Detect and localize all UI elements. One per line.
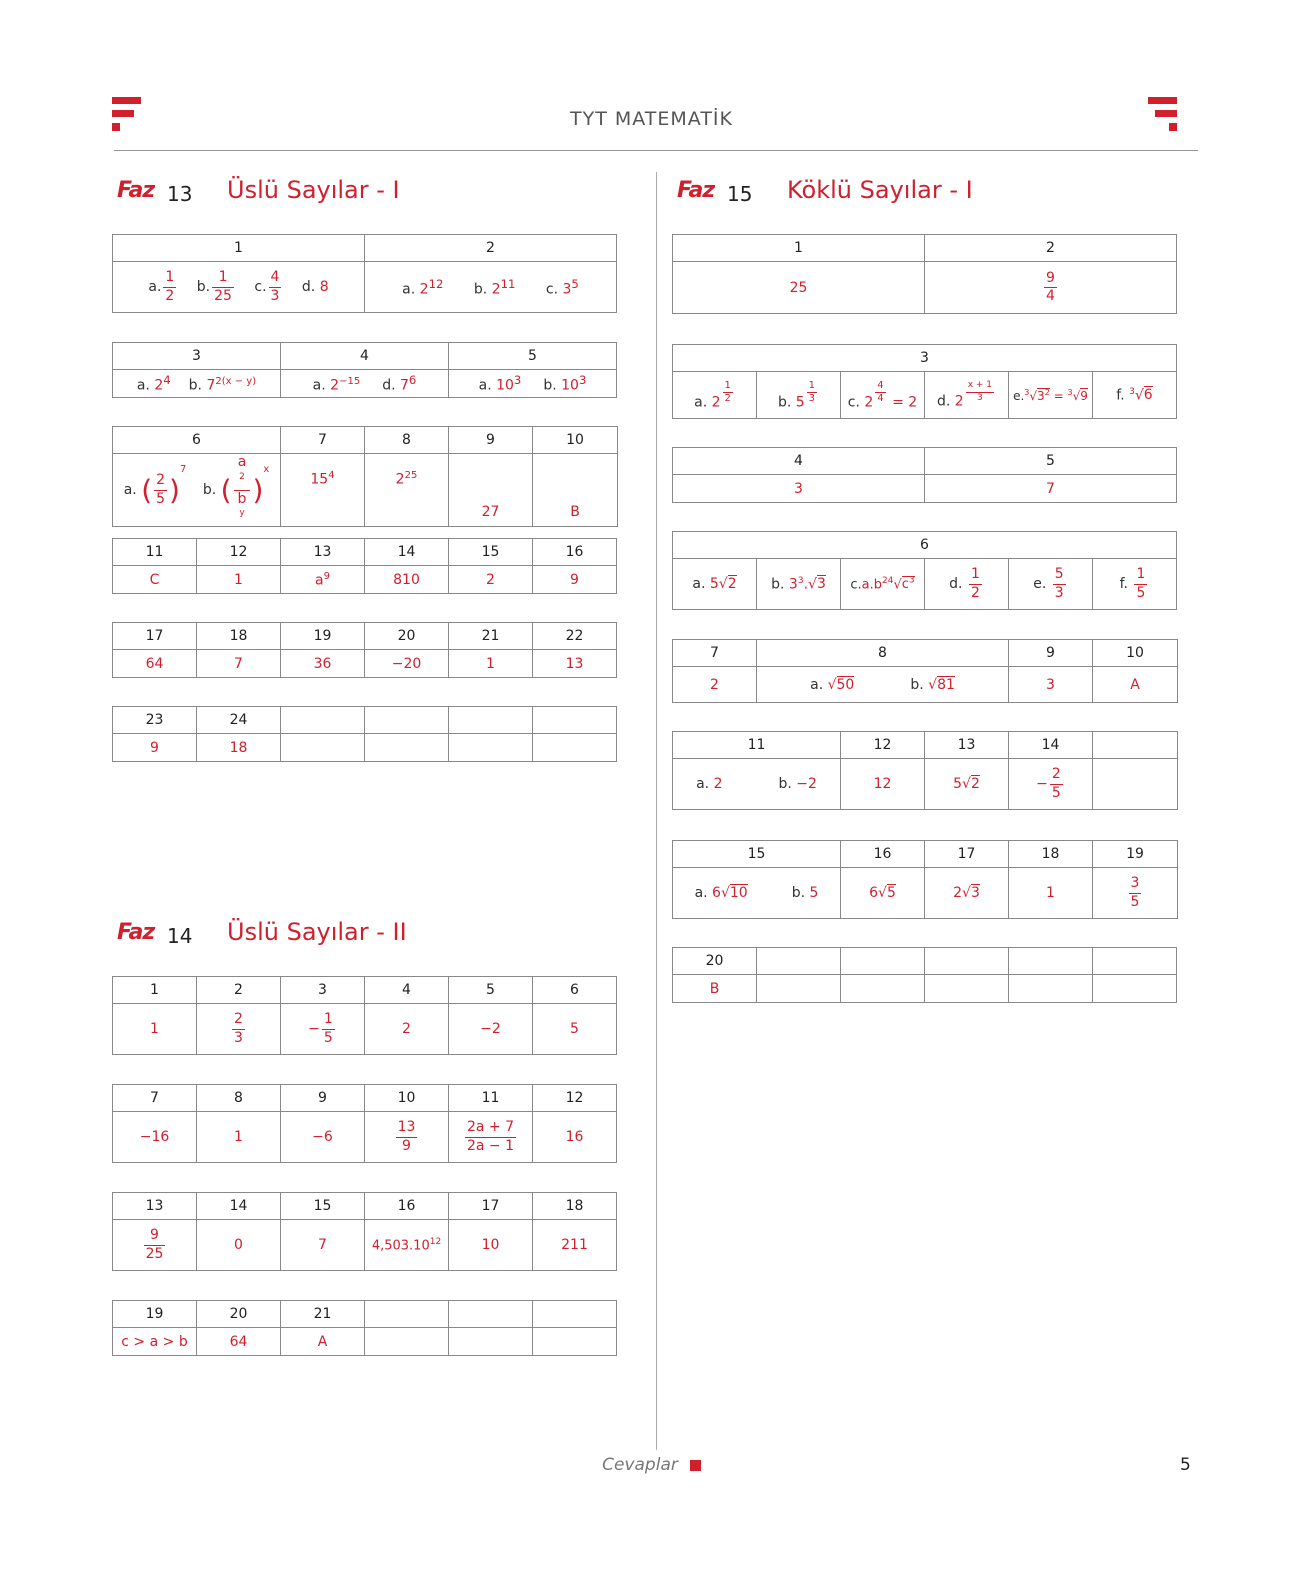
answers-14-table-1: [112, 976, 617, 1055]
header-divider: [114, 150, 1198, 151]
question-number: 6: [673, 532, 1177, 559]
answer-cell: $2^{25}$: [365, 454, 449, 527]
answer-cell: [365, 1328, 449, 1356]
question-number: 2: [365, 235, 617, 262]
answer-cell: −6: [281, 1112, 365, 1163]
answer-cell: 3: [1009, 667, 1093, 703]
answer-cell: $\frac{9}{4}$: [925, 262, 1177, 314]
answer-cell: 0: [197, 1220, 281, 1271]
section-name: Üslü Sayılar - II: [227, 918, 407, 946]
answer-cell: 64: [113, 650, 197, 678]
question-number: 19: [281, 623, 365, 650]
question-number: 18: [533, 1193, 617, 1220]
answer-cell: 18: [197, 734, 281, 762]
faz-label: Faz: [117, 920, 155, 945]
question-number: [925, 948, 1009, 975]
answer-cell: d. $\frac{1}{2}$: [925, 559, 1009, 610]
answer-cell: a. $\frac{1}{2}$ b. $\frac{1}{25}$ c. $\frac{4}{3}$ d. 8: [113, 262, 365, 313]
question-number: 5: [925, 448, 1177, 475]
answer-cell: − $\frac{1}{5}$: [281, 1004, 365, 1055]
answer-cell: 2√3: [925, 868, 1009, 919]
answer-cell: a. $2^4$ b. $7^{2(x - y)}$: [113, 370, 281, 398]
question-number: 18: [1009, 841, 1093, 868]
answer-cell: A: [1093, 667, 1178, 703]
question-number: 21: [281, 1301, 365, 1328]
question-number: [533, 707, 617, 734]
faz-label: Faz: [117, 178, 155, 203]
section-13-heading: [117, 176, 517, 208]
question-number: [841, 948, 925, 975]
question-number: 15: [449, 539, 533, 566]
question-number: 2: [197, 977, 281, 1004]
answer-cell: 4,503.10$^{12}$: [365, 1220, 449, 1271]
question-number: 7: [113, 1085, 197, 1112]
question-number: 20: [197, 1301, 281, 1328]
answer-cell: a. 2 b. −2: [673, 759, 841, 810]
answer-cell: $c.a.b^{24}√c^3$: [841, 559, 925, 610]
answer-cell: a. 5√2: [673, 559, 757, 610]
answer-cell: 9: [533, 566, 617, 594]
question-number: 9: [449, 427, 533, 454]
answers-13-table-4: [112, 538, 617, 594]
answer-cell: 27: [449, 454, 533, 527]
answer-cell: 2: [365, 1004, 449, 1055]
question-number: 4: [673, 448, 925, 475]
question-number: 3: [281, 977, 365, 1004]
question-number: 22: [533, 623, 617, 650]
answer-cell: $a^9$: [281, 566, 365, 594]
section-14-heading: [117, 918, 517, 950]
answer-cell: 6√5: [841, 868, 925, 919]
question-number: 12: [533, 1085, 617, 1112]
question-number: 20: [365, 623, 449, 650]
question-number: 8: [365, 427, 449, 454]
answer-cell: 2: [449, 566, 533, 594]
question-number: 7: [673, 640, 757, 667]
question-number: 16: [365, 1193, 449, 1220]
question-number: 24: [197, 707, 281, 734]
answer-cell: [449, 1328, 533, 1356]
answer-cell: c > a > b: [113, 1328, 197, 1356]
answers-13-table-3: [112, 426, 618, 527]
question-number: 21: [449, 623, 533, 650]
answer-cell: 1: [449, 650, 533, 678]
question-number: 2: [925, 235, 1177, 262]
answer-cell: $\frac{9}{25}$: [113, 1220, 197, 1271]
answer-cell: −20: [365, 650, 449, 678]
question-number: 5: [449, 343, 617, 370]
answer-cell: 64: [197, 1328, 281, 1356]
answer-cell: f. $\frac{1}{5}$: [1093, 559, 1177, 610]
question-number: 17: [113, 623, 197, 650]
answer-cell: 36: [281, 650, 365, 678]
question-number: [365, 707, 449, 734]
question-number: [449, 1301, 533, 1328]
answer-cell: $15^4$: [281, 454, 365, 527]
answer-cell: [757, 975, 841, 1003]
question-number: 16: [841, 841, 925, 868]
question-number: 16: [533, 539, 617, 566]
section-number: 13: [167, 182, 193, 206]
question-number: 3: [113, 343, 281, 370]
question-number: 8: [197, 1085, 281, 1112]
question-number: 23: [113, 707, 197, 734]
answer-cell: a. $2^{-15}$ d. $7^6$: [281, 370, 449, 398]
question-number: 14: [1009, 732, 1093, 759]
question-number: 13: [925, 732, 1009, 759]
question-number: 9: [1009, 640, 1093, 667]
answer-cell: [841, 975, 925, 1003]
answer-cell: [365, 734, 449, 762]
answer-cell: e. $\frac{5}{3}$: [1009, 559, 1093, 610]
answer-cell: 7: [197, 650, 281, 678]
answers-15-table-8: [672, 947, 1177, 1003]
question-number: 13: [113, 1193, 197, 1220]
question-number: 14: [365, 539, 449, 566]
answer-cell: [1093, 975, 1177, 1003]
answer-cell: 1: [197, 566, 281, 594]
answer-cell: C: [113, 566, 197, 594]
question-number: 1: [673, 235, 925, 262]
answers-15-table-5: [672, 639, 1178, 703]
question-number: 7: [281, 427, 365, 454]
answers-15-table-6: [672, 731, 1178, 810]
answers-15-table-2: [672, 344, 1177, 419]
answer-cell: a. 6√10 b. 5: [673, 868, 841, 919]
answer-cell: 3: [673, 475, 925, 503]
answers-13-table-5: [112, 622, 617, 678]
answers-14-table-4: [112, 1300, 617, 1356]
answer-cell: [925, 975, 1009, 1003]
question-number: 5: [449, 977, 533, 1004]
question-number: 4: [281, 343, 449, 370]
answer-cell: b. 5 $^{\frac{1}{3}}$: [757, 372, 841, 419]
answer-cell: [449, 734, 533, 762]
question-number: 19: [113, 1301, 197, 1328]
answer-cell: 9: [113, 734, 197, 762]
faz-label: Faz: [677, 178, 715, 203]
question-number: 10: [365, 1085, 449, 1112]
question-number: 15: [281, 1193, 365, 1220]
question-number: 12: [841, 732, 925, 759]
question-number: 3: [673, 345, 1177, 372]
question-number: 14: [197, 1193, 281, 1220]
answer-cell: 1: [197, 1112, 281, 1163]
answer-cell: −2: [449, 1004, 533, 1055]
question-number: [757, 948, 841, 975]
answer-cell: A: [281, 1328, 365, 1356]
question-number: 17: [925, 841, 1009, 868]
answers-15-table-4: [672, 531, 1177, 610]
question-number: 4: [365, 977, 449, 1004]
question-number: 6: [113, 427, 281, 454]
answers-14-table-3: [112, 1192, 617, 1271]
answer-cell: a. $10^3$ b. $10^3$: [449, 370, 617, 398]
answer-cell: c. 2 $^{\frac{4}{4}}$ = 2: [841, 372, 925, 419]
answer-cell: B: [673, 975, 757, 1003]
answer-cell: − $\frac{2}{5}$: [1009, 759, 1093, 810]
answers-15-table-3: [672, 447, 1177, 503]
answer-cell: 5: [533, 1004, 617, 1055]
question-number: 12: [197, 539, 281, 566]
answer-cell: 2: [673, 667, 757, 703]
question-number: 11: [673, 732, 841, 759]
answer-cell: b. $3^3.√3$: [757, 559, 841, 610]
answers-13-table-6: [112, 706, 617, 762]
question-number: 10: [1093, 640, 1178, 667]
section-number: 14: [167, 924, 193, 948]
section-name: Köklü Sayılar - I: [787, 176, 973, 204]
answer-cell: 7: [925, 475, 1177, 503]
question-number: 19: [1093, 841, 1178, 868]
answers-14-table-2: [112, 1084, 617, 1163]
answer-cell: d. 2 $^{\frac{x + 1}{3}}$: [925, 372, 1009, 419]
question-number: 9: [281, 1085, 365, 1112]
answer-cell: 1: [113, 1004, 197, 1055]
column-divider: [656, 172, 657, 1450]
question-number: 15: [673, 841, 841, 868]
answer-cell: $\frac{2}{3}$: [197, 1004, 281, 1055]
answer-cell: 211: [533, 1220, 617, 1271]
section-name: Üslü Sayılar - I: [227, 176, 400, 204]
question-number: 11: [449, 1085, 533, 1112]
answer-cell: 7: [281, 1220, 365, 1271]
answer-cell: $\frac{13}{9}$: [365, 1112, 449, 1163]
question-number: 1: [113, 235, 365, 262]
answer-cell: B: [533, 454, 618, 527]
answer-cell: $\frac{2a + 7}{2a - 1}$: [449, 1112, 533, 1163]
answer-cell: a. √50 b. √81: [757, 667, 1009, 703]
answer-cell: 810: [365, 566, 449, 594]
question-number: [1093, 732, 1178, 759]
question-number: [1093, 948, 1177, 975]
question-number: [365, 1301, 449, 1328]
section-15-heading: [677, 176, 1077, 208]
question-number: 11: [113, 539, 197, 566]
footer-label: Cevaplar: [0, 1455, 1303, 1475]
answer-cell: 25: [673, 262, 925, 314]
answer-cell: f. $^3$√6: [1093, 372, 1177, 419]
answer-cell: 5√2: [925, 759, 1009, 810]
answer-cell: a. ( $\frac{2}{5}$ )$^7$ b. ( a $^2$ b $^y$ )$^x$: [113, 454, 281, 527]
question-number: 20: [673, 948, 757, 975]
answer-cell: $\frac{3}{5}$: [1093, 868, 1178, 919]
answer-cell: [1093, 759, 1178, 810]
section-number: 15: [727, 182, 753, 206]
answer-cell: 12: [841, 759, 925, 810]
answers-15-table-7: [672, 840, 1178, 919]
answer-cell: a. 2 $^{\frac{1}{2}}$: [673, 372, 757, 419]
question-number: 17: [449, 1193, 533, 1220]
answer-cell: [1009, 975, 1093, 1003]
question-number: [533, 1301, 617, 1328]
answers-15-table-1: [672, 234, 1177, 314]
answer-cell: [533, 734, 617, 762]
page-number: 5: [1180, 1455, 1191, 1475]
answers-13-table-2: [112, 342, 617, 398]
question-number: 1: [113, 977, 197, 1004]
question-number: [281, 707, 365, 734]
answer-cell: [533, 1328, 617, 1356]
question-number: 8: [757, 640, 1009, 667]
answer-cell: [281, 734, 365, 762]
answer-cell: a. $2^{12}$ b. $2^{11}$ c. $3^5$: [365, 262, 617, 313]
answer-cell: −16: [113, 1112, 197, 1163]
page-title: TYT MATEMATİK: [570, 108, 733, 130]
footer-square-icon: [690, 1460, 701, 1471]
answer-cell: 13: [533, 650, 617, 678]
question-number: 13: [281, 539, 365, 566]
question-number: 18: [197, 623, 281, 650]
answer-cell: 10: [449, 1220, 533, 1271]
answer-cell: 16: [533, 1112, 617, 1163]
question-number: 10: [533, 427, 618, 454]
answer-cell: $e.^3√3^2 = ^3√9$: [1009, 372, 1093, 419]
question-number: 6: [533, 977, 617, 1004]
answer-cell: 1: [1009, 868, 1093, 919]
question-number: [449, 707, 533, 734]
question-number: [1009, 948, 1093, 975]
answers-13-table-1: [112, 234, 617, 313]
